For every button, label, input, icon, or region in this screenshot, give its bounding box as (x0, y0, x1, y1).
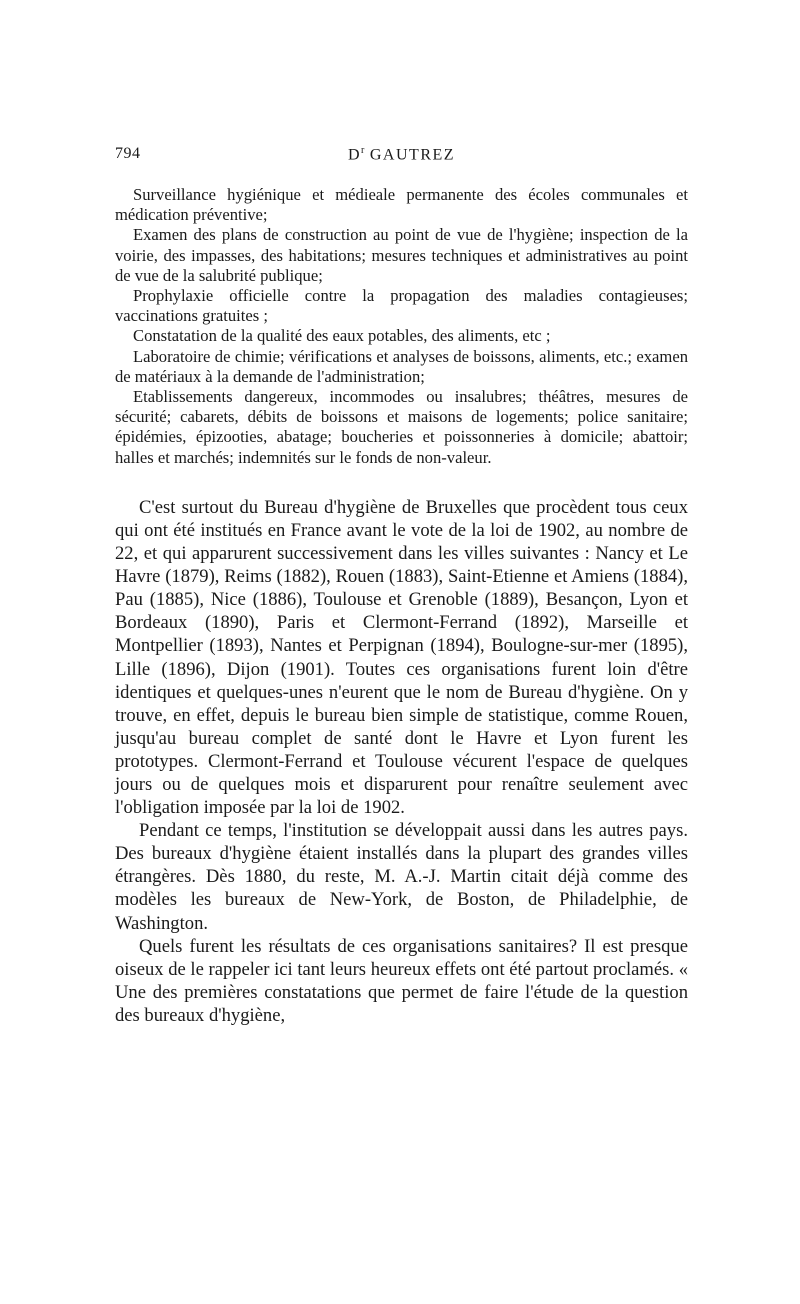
paragraph: C'est surtout du Bureau d'hygiène de Bruxelles que procèdent tous ceux qui ont été institués en France avant le vote de la loi de 1902, au nombre de 22, et qui apparurent successivement dans les villes suivantes : Nancy et Le Havre (1879), Reims (1882), Rouen (1883), Saint-Etienne et Amiens (1884), Pau (1885), Nice (1886), Toulouse et Grenoble (1889), Besançon, Lyon et Bordeaux (1890), Paris et Clermont-Ferrand (1892), Marseille et Montpellier (1893), Nantes et Perpignan (1894), Boulogne-sur-mer (1895), Lille (1896), Dijon (1901). Toutes ces organisations furent loin d'être identiques et quelques-unes n'eurent que le nom de Bureau d'hygiène. On y trouve, en effet, depuis le bureau bien simple de statistique, comme Rouen, jusqu'au bureau complet de santé dont le Havre et Lyon furent les prototypes. Clermont-Ferrand et Toulouse vécurent l'espace de quelques jours ou de quelques mois et disparurent pour renaître seulement avec l'obligation imposée par la loi de 1902. (115, 496, 688, 819)
list-item: Surveillance hygiénique et médieale permanente des écoles communales et médication préventive; (115, 185, 688, 225)
paragraph: Quels furent les résultats de ces organisations sanitaires? Il est presque oiseux de le rappeler ici tant leurs heureux effets ont été partout proclamés. « Une des premières constatations que permet de faire l'étude de la question des bureaux d'hygiène, (115, 935, 688, 1026)
service-list (115, 185, 688, 468)
list-item: Examen des plans de construction au point de vue de l'hygiène; inspection de la voirie, des impasses, des habitations; mesures techniques et administratives au point de vue de la salubrité publique; (115, 225, 688, 285)
page-number: 794 (115, 145, 141, 162)
list-item: Prophylaxie officielle contre la propagation des maladies contagieuses; vaccinations gratuites ; (115, 286, 688, 326)
paragraph: Pendant ce temps, l'institution se développait aussi dans les autres pays. Des bureaux d'hygiène étaient installés dans la plupart des grandes villes étrangères. Dès 1880, du reste, M. A.-J. Martin citait déjà comme des modèles les bureaux de New-York, de Boston, de Philadelphie, de Washington. (115, 820, 688, 934)
body-text (115, 496, 688, 1027)
list-item: Constatation de la qualité des eaux potables, des aliments, etc ; (133, 326, 551, 346)
author-prefix: D (347, 146, 362, 164)
author-prefix-superscript: r (361, 145, 365, 156)
book-page (115, 145, 688, 1027)
author-name: GAUTREZ (369, 146, 456, 164)
running-head (115, 145, 688, 164)
list-item: Laboratoire de chimie; vérifications et analyses de boissons, aliments, etc.; examen de matériaux à la demande de l'administration; (115, 346, 688, 386)
page-header (115, 145, 688, 171)
list-item: Etablissements dangereux, incommodes ou insalubres; théâtres, mesures de sécurité; cabarets, débits de boissons et maisons de logements; police sanitaire; épidémies, épizooties, abatage; boucheries et poissonneries à domicile; abattoir; halles et marchés; indemnités sur le fonds de non-valeur. (115, 387, 688, 467)
